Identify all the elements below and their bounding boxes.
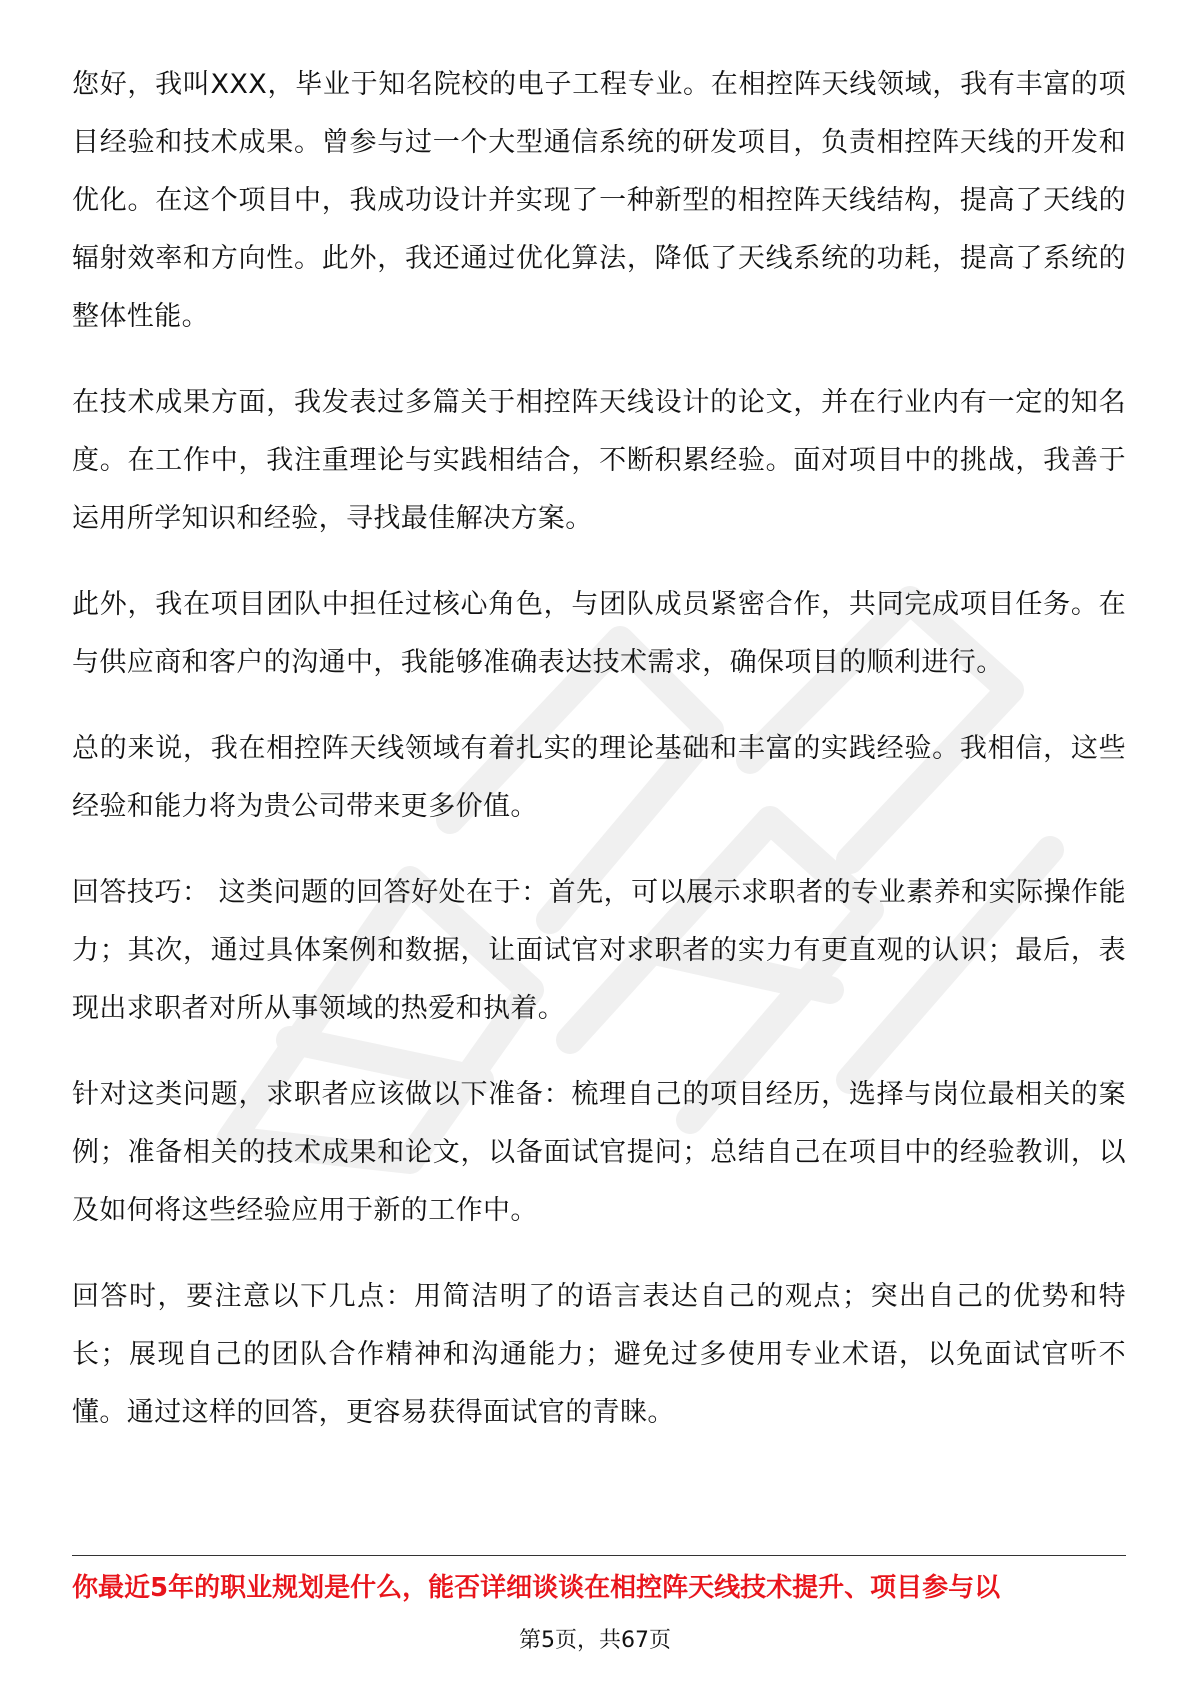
paragraph-teamwork: 此外，我在项目团队中担任过核心角色，与团队成员紧密合作，共同完成项目任务。在与供应商和客户的沟通中，我能够准确表达技术需求，确保项目的顺利进行。 [72, 589, 1126, 678]
page-number: 第5页，共67页 [519, 1628, 671, 1653]
paragraph-notes: 回答时，要注意以下几点：用简洁明了的语言表达自己的观点；突出自己的优势和特长；展现自己的团队合作精神和沟通能力；避免过多使用专业术语，以免面试官听不懂。通过这样的回答，更容易获得面试官的青睐。 [72, 1281, 1126, 1428]
paragraph-summary: 总的来说，我在相控阵天线领域有着扎实的理论基础和丰富的实践经验。我相信，这些经验和能力将为贵公司带来更多价值。 [72, 733, 1126, 822]
section-divider [72, 1555, 1126, 1556]
paragraph-preparation: 针对这类问题，求职者应该做以下准备：梳理自己的项目经历，选择与岗位最相关的案例；准备相关的技术成果和论文，以备面试官提问；总结自己在项目中的经验教训，以及如何将这些经验应用于新的工作中。 [72, 1079, 1126, 1226]
paragraph-intro: 您好，我叫XXX，毕业于知名院校的电子工程专业。在相控阵天线领域，我有丰富的项目经验和技术成果。曾参与过一个大型通信系统的研发项目，负责相控阵天线的开发和优化。在这个项目中，我成功设计并实现了一种新型的相控阵天线结构，提高了天线的辐射效率和方向性。此外，我还通过优化算法，降低了天线系统的功耗，提高了系统的整体性能。 [72, 69, 1126, 332]
paragraph-tips: 回答技巧： 这类问题的回答好处在于：首先，可以展示求职者的专业素养和实际操作能力；其次，通过具体案例和数据，让面试官对求职者的实力有更直观的认识；最后，表现出求职者对所从事领域的热爱和执着。 [72, 877, 1126, 1024]
next-question-heading: 你最近5年的职业规划是什么，能否详细谈谈在相控阵天线技术提升、项目参与以 [72, 1573, 1001, 1603]
paragraph-achievements: 在技术成果方面，我发表过多篇关于相控阵天线设计的论文，并在行业内有一定的知名度。在工作中，我注重理论与实践相结合，不断积累经验。面对项目中的挑战，我善于运用所学知识和经验，寻找最佳解决方案。 [72, 387, 1126, 534]
answer-body [72, 56, 1126, 1470]
